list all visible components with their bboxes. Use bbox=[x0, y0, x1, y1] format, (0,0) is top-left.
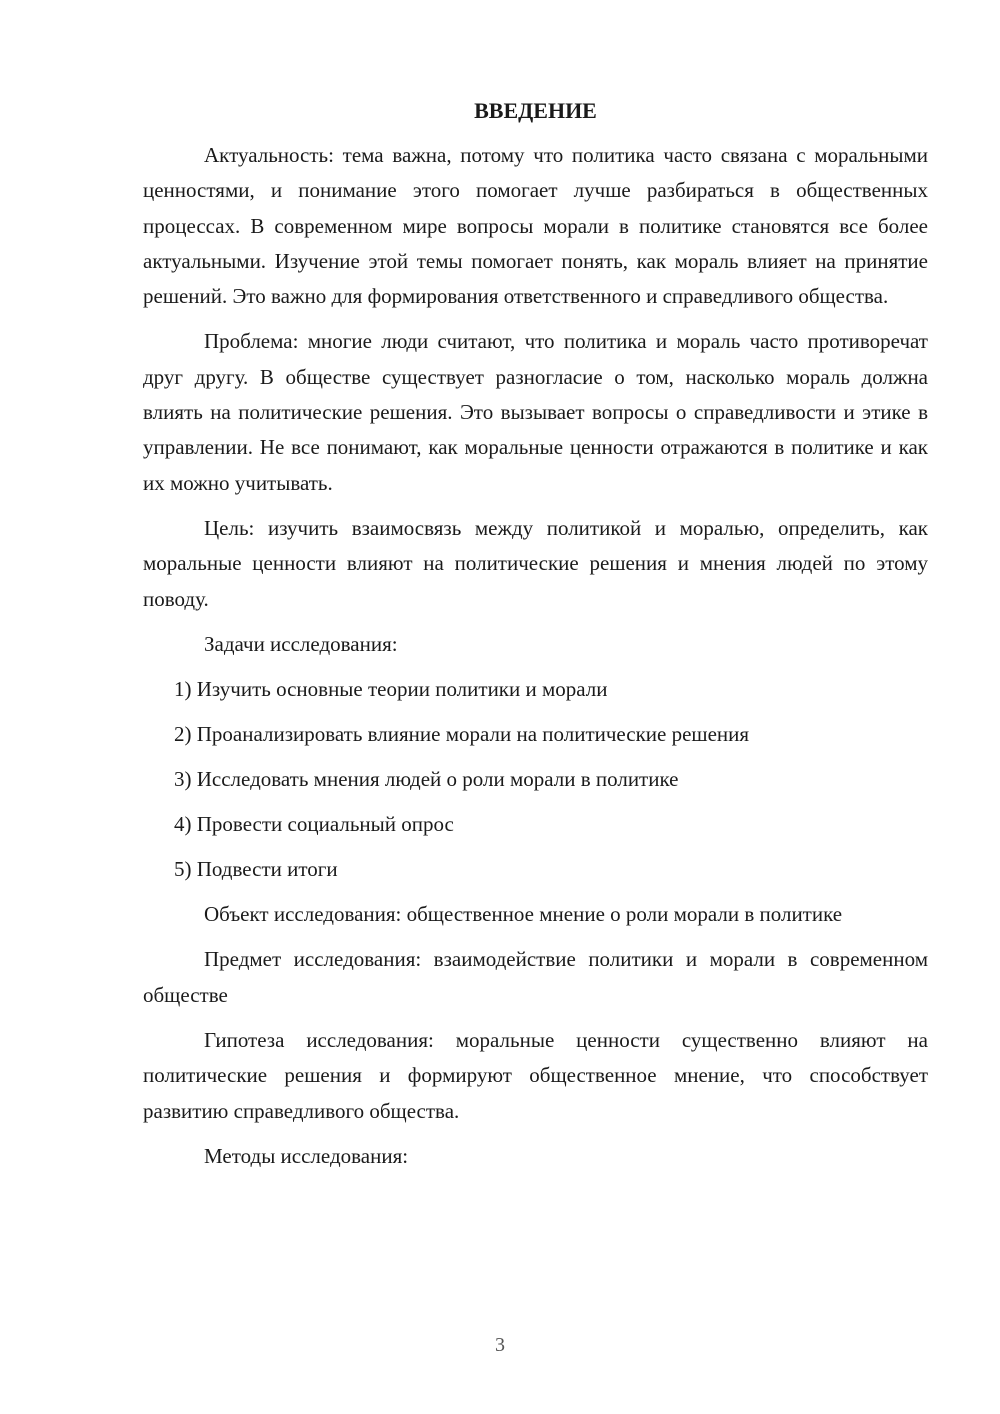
relevance-paragraph: Актуальность: тема важна, потому что политика часто связана с моральными ценностями, и понимание этого помогает лучше разбираться в общественных процессах. В современном мире вопросы морали в политике становятся все более актуальными. Изучение этой темы помогает понять, как мораль влияет на принятие решений. Это важно для формирования ответственного и справедливого общества. bbox=[143, 143, 928, 309]
problem-paragraph: Проблема: многие люди считают, что политика и мораль часто противоречат друг другу. В обществе существует разногласие о том, насколько мораль должна влиять на политические решения. Это вызывает вопросы о справедливости и этике в управлении. Не все понимают, как моральные ценности отражаются в политике и как их можно учитывать. bbox=[143, 329, 928, 495]
object-paragraph: Объект исследования: общественное мнение о роли морали в политике bbox=[204, 902, 843, 927]
document-page bbox=[143, 96, 928, 1184]
section-heading: ВВЕДЕНИЕ bbox=[474, 98, 597, 123]
task-item: 1) Изучить основные теории политики и морали bbox=[174, 677, 608, 702]
task-item: 3) Исследовать мнения людей о роли морали в политике bbox=[174, 767, 679, 792]
methods-paragraph: Методы исследования: bbox=[204, 1143, 409, 1168]
task-item: 4) Провести социальный опрос bbox=[174, 812, 454, 837]
goal-paragraph: Цель: изучить взаимосвязь между политикой и моралью, определить, как моральные ценности влияют на политические решения и мнения людей по этому поводу. bbox=[143, 515, 928, 611]
tasks-heading: Задачи исследования: bbox=[204, 631, 398, 656]
hypothesis-paragraph: Гипотеза исследования: моральные ценности существенно влияют на политические решения и формируют общественное мнение, что способствует развитию справедливого общества. bbox=[143, 1028, 928, 1123]
page-number: 3 bbox=[495, 1334, 505, 1356]
task-item: 5) Подвести итоги bbox=[174, 857, 338, 882]
task-item: 2) Проанализировать влияние морали на политические решения bbox=[174, 722, 750, 747]
subject-paragraph: Предмет исследования: взаимодействие политики и морали в современном обществе bbox=[143, 947, 928, 1007]
